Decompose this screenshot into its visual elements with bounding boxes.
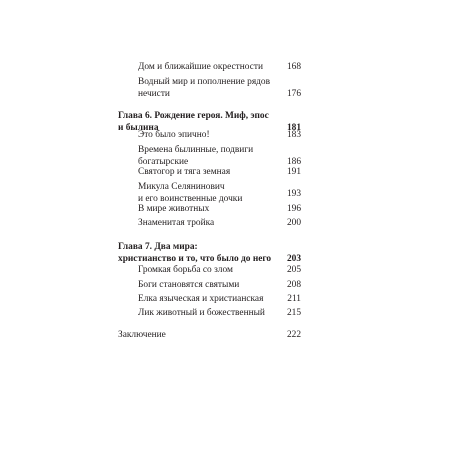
toc-entry-title (138, 182, 242, 205)
toc-entry-page: 196 (286, 204, 301, 214)
toc-entry-title-line: Знаменитая тройка (138, 218, 215, 228)
toc-entry-title (138, 204, 209, 216)
toc-entry-title (118, 330, 166, 342)
toc-entry-title-line: Микула Селянинович (138, 182, 225, 192)
toc-entry-page: 191 (286, 167, 301, 177)
toc-chapter-page: 181 (286, 122, 301, 133)
toc-entry-title (138, 308, 265, 320)
toc-entry-page: 208 (286, 280, 301, 290)
toc-entry-title-line: Боги становятся святыми (138, 280, 240, 290)
toc-entry-title-line: Времена былинные, подвиги (138, 145, 254, 155)
toc-chapter-title-line: Глава 7. Два мира: (118, 242, 198, 252)
toc-entry-page: 168 (286, 62, 301, 72)
toc-entry-title-line: Лик животный и божественный (138, 308, 265, 318)
toc-entry-title-line: нечисти (138, 88, 170, 99)
toc-entry-page: 200 (286, 218, 301, 228)
toc-entry-title-line: Водный мир и пополнение рядов (138, 77, 271, 87)
toc-entry-title (138, 218, 214, 230)
toc-entry-title-line: В мире животных (138, 204, 210, 214)
toc-entry-title (138, 265, 233, 277)
toc-entry-title-line: Дом и ближайшие окрестности (138, 62, 263, 72)
toc-entry-title (138, 77, 270, 100)
toc-entry-title-line: Это было эпично! (138, 130, 210, 140)
toc-entry-page: 183 (286, 130, 301, 140)
toc-entry-title-line: Святогор и тяга земная (138, 167, 231, 177)
toc-entry-title (138, 145, 253, 168)
toc-entry-page: 186 (286, 156, 301, 167)
toc-entry-title (138, 294, 263, 306)
toc-entry-title (138, 280, 239, 292)
toc-entry-title-line: Громкая борьба со злом (138, 265, 233, 275)
toc-entry-page: 193 (286, 189, 301, 199)
toc-chapter-title-line: Глава 6. Рождение героя. Миф, эпос (118, 111, 269, 121)
toc-entry-page: 215 (286, 308, 301, 318)
toc-entry-title-line: Заключение (118, 330, 166, 340)
toc-entry-title-line: богатырские (138, 156, 189, 167)
toc-chapter-title-line: христианство и то, что было до него (118, 253, 272, 264)
toc-entry-title (138, 62, 263, 74)
toc-entry-page: 205 (286, 265, 301, 275)
toc-entry-page: 222 (286, 330, 301, 340)
toc-chapter-title (118, 242, 271, 265)
toc-entry-title (138, 130, 210, 142)
toc-entry-title-line: Елка языческая и христианская (138, 294, 264, 304)
toc-entry-title-line: и его воинственные дочки (138, 193, 243, 204)
toc-chapter-title-line: и былина (118, 122, 159, 133)
toc-entry-page: 176 (286, 88, 301, 99)
toc-entry-title (138, 167, 230, 179)
toc-chapter-page: 203 (286, 253, 301, 264)
toc-entry-page: 211 (287, 294, 301, 304)
